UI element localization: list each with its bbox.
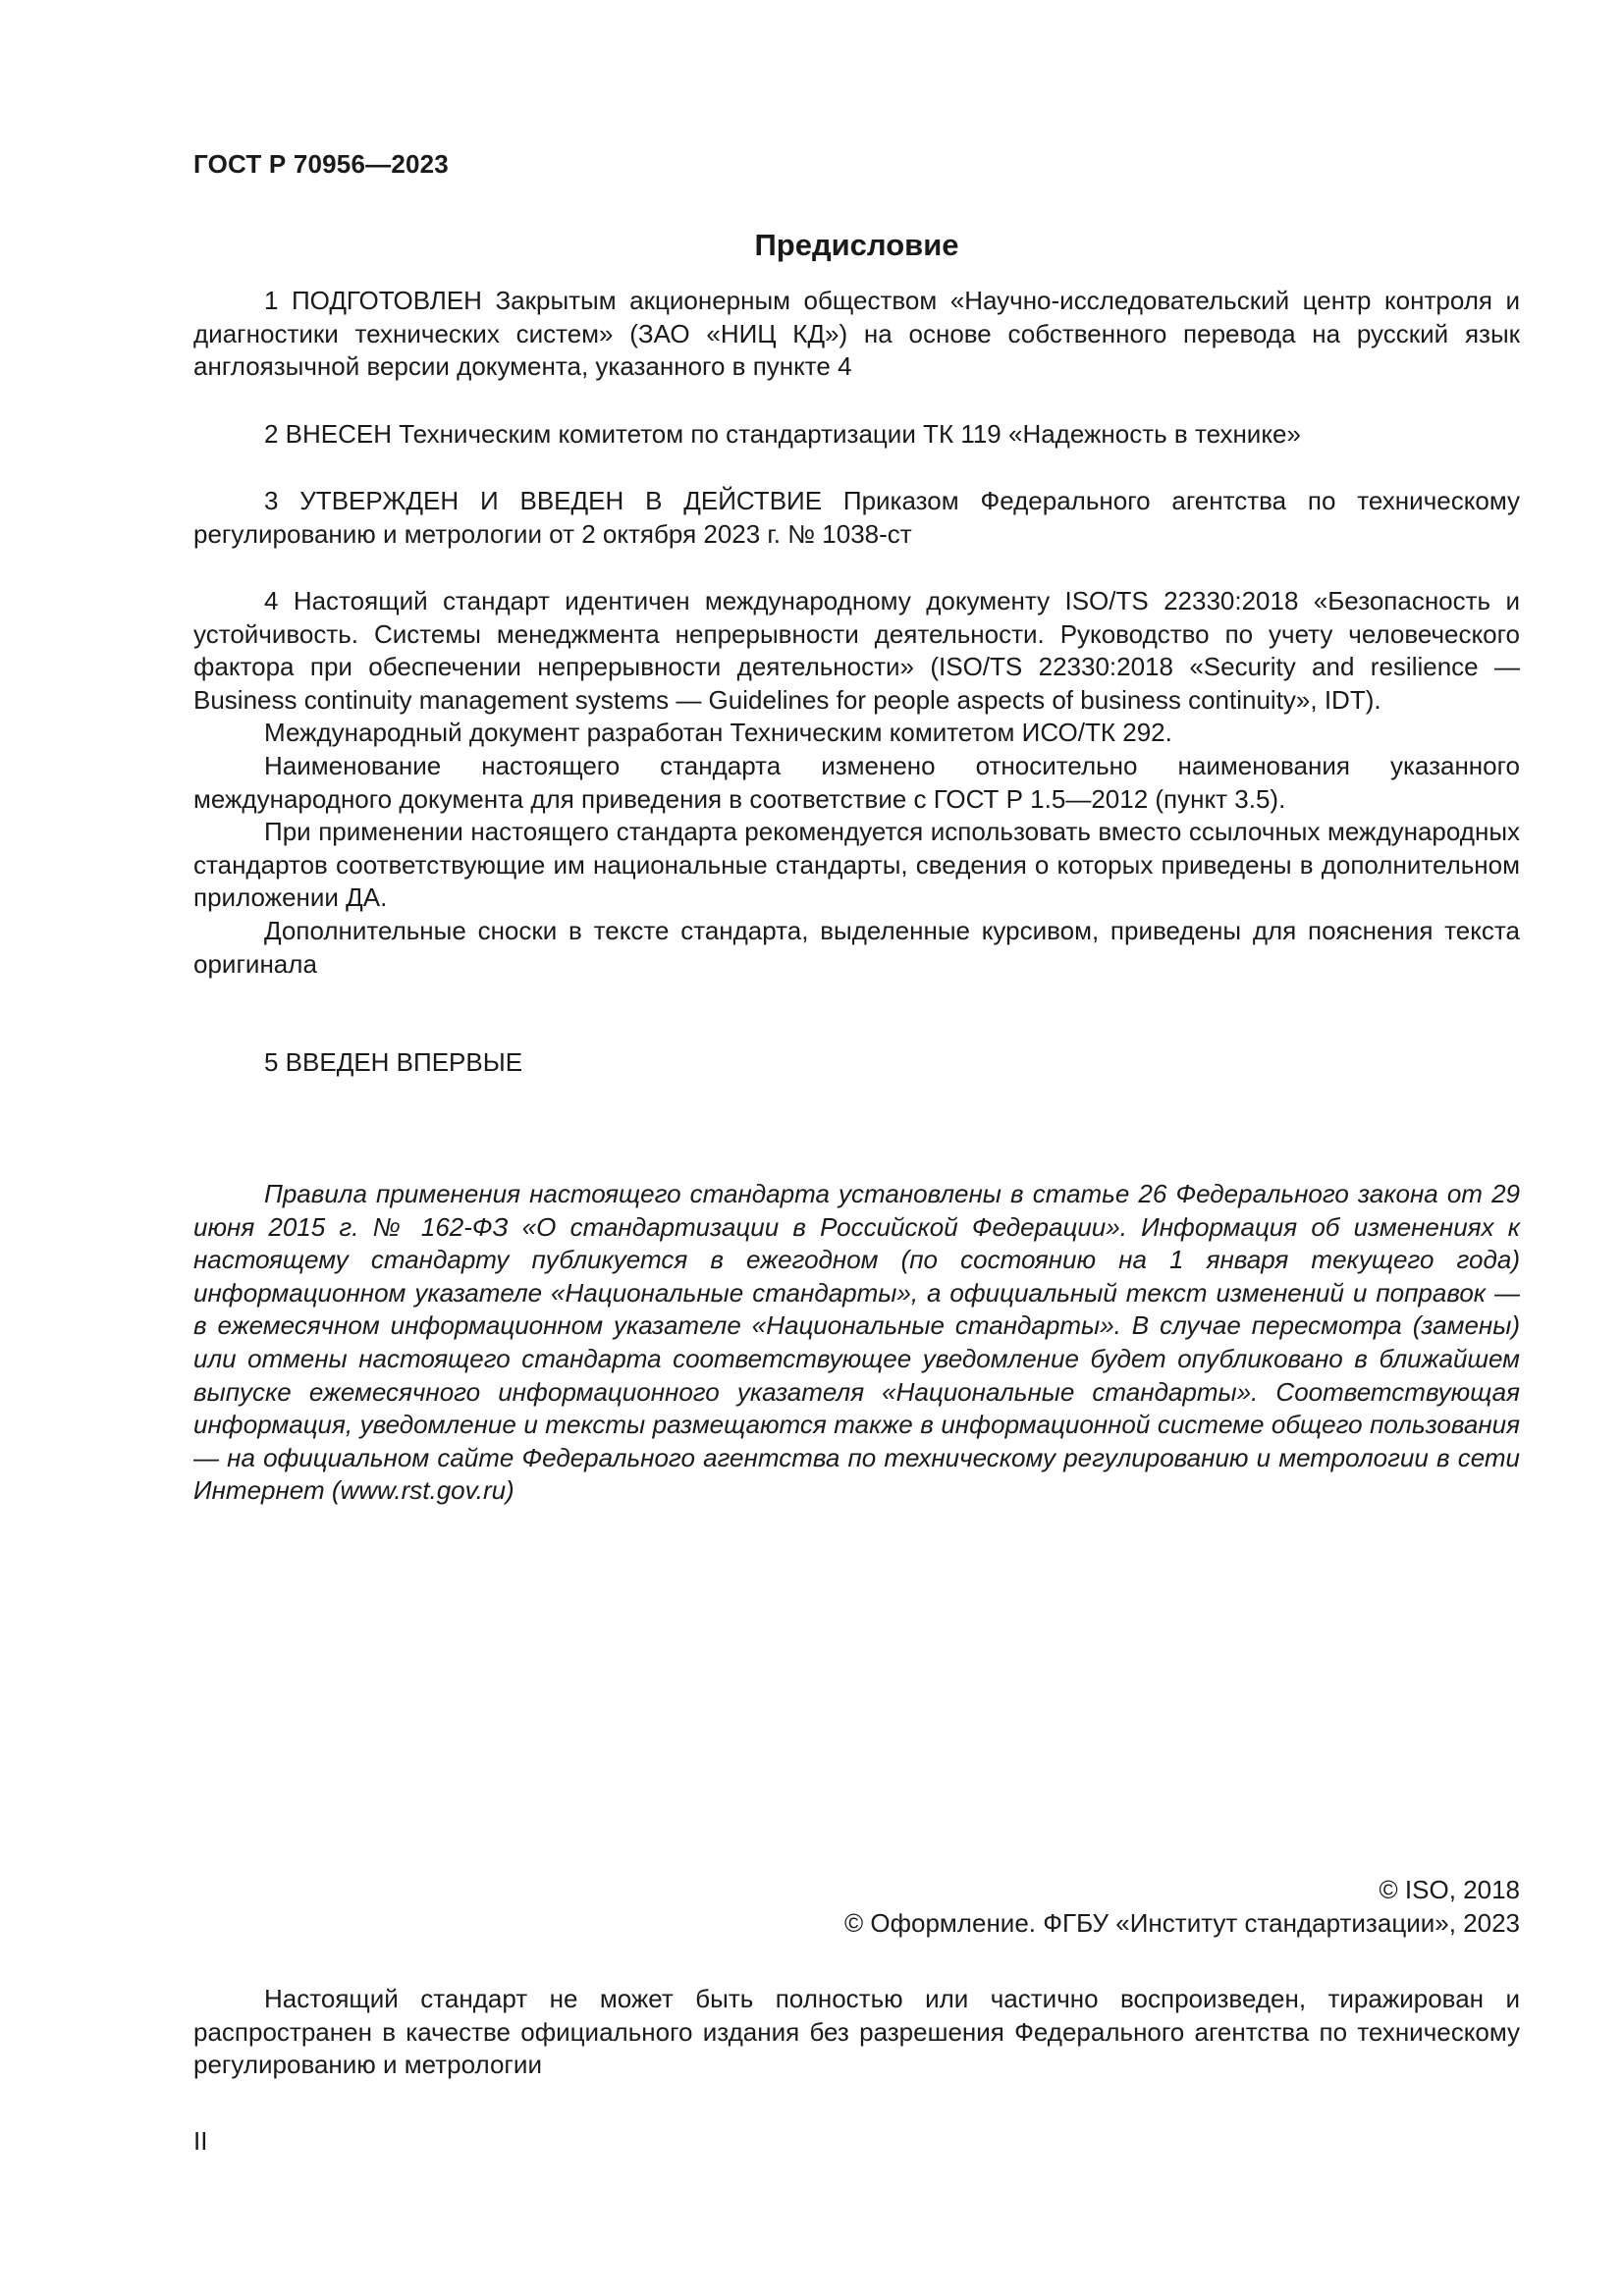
document-code: ГОСТ Р 70956—2023 xyxy=(193,149,449,179)
section-3-text: 3 УТВЕРЖДЕН И ВВЕДЕН В ДЕЙСТВИЕ Приказом Федерального агентства по техническому регулированию и метрологии от 2 октября 2023 г. № 1038-ст xyxy=(193,486,1520,549)
reproduction-notice-text: Настоящий стандарт не может быть полностью или частично воспроизведен, тиражирован и распространен в качестве официального издания без разрешения Федерального агентства по техническому регулированию и метрологии xyxy=(193,1984,1520,2080)
rules-notice-text: Правила применения настоящего стандарта установлены в статье 26 Федерального закона от 29 июня 2015 г. № 162-ФЗ «О стандартизации в Российской Федерации». Информация об изменениях к настоящему стандарту публикуется в ежегодном (по состоянию на 1 января текущего года) информационном указателе «Национальные стандарты», а официальный текст изменений и поправок — в ежемесячном информационном указателе «Национальные стандарты». В случае пересмотра (замены) или отмены настоящего стандарта соответствующее уведомление будет опубликовано в ближайшем выпуске ежемесячного информационного указателя «Национальные стандарты». Соответствующая информация, уведомление и тексты размещаются также в информационной системе общего пользования — на официальном сайте Федерального агентства по техническому регулированию и метрологии в сети Интернет (www.rst.gov.ru) xyxy=(193,1179,1520,1506)
document-page xyxy=(193,0,1520,2296)
section-2 xyxy=(193,418,1520,452)
section-1 xyxy=(193,285,1520,384)
rules-notice xyxy=(193,1178,1520,1508)
page-number: II xyxy=(193,2126,208,2156)
section-5-text: 5 ВВЕДЕН ВПЕРВЫЕ xyxy=(264,1047,523,1077)
section-4-paragraph: Наименование настоящего стандарта изменено относительно наименования указанного международного документа для приведения в соответствие с ГОСТ Р 1.5—2012 (пункт 3.5). xyxy=(193,750,1520,814)
section-4-paragraph: 4 Настоящий стандарт идентичен международному документу ISO/TS 22330:2018 «Безопасность и устойчивость. Системы менеджмента непрерывности деятельности. Руководство по учету человеческого фактора при обеспечении непрерывности деятельности» (ISO/TS 22330:2018 «Security and resilience — Business continuity management systems — Guidelines for people aspects of business continuity», IDT). xyxy=(193,586,1520,715)
page-title: Предисловие xyxy=(754,228,959,262)
section-4-paragraph: При применении настоящего стандарта рекомендуется использовать вместо ссылочных международных стандартов соответствующие им национальные стандарты, сведения о которых приведены в дополнительном приложении ДА. xyxy=(193,817,1520,913)
copyright-iso: © ISO, 2018 xyxy=(1379,1875,1520,1904)
reproduction-notice xyxy=(193,1983,1520,2082)
section-5 xyxy=(193,1046,1520,1080)
section-4-paragraph: Дополнительные сноски в тексте стандарта, выделенные курсивом, приведены для пояснения текста оригинала xyxy=(193,915,1520,979)
section-2-text: 2 ВНЕСЕН Техническим комитетом по стандартизации ТК 119 «Надежность в технике» xyxy=(264,419,1301,449)
section-3 xyxy=(193,485,1520,551)
copyright-design: © Оформление. ФГБУ «Институт стандартизации», 2023 xyxy=(844,1908,1520,1938)
section-4-paragraph: Международный документ разработан Техническим комитетом ИСО/ТК 292. xyxy=(264,718,1172,748)
copyright-block xyxy=(193,1873,1520,1940)
section-1-text: 1 ПОДГОТОВЛЕН Закрытым акционерным обществом «Научно-исследовательский центр контроля и диагностики технических систем» (ЗАО «НИЦ КД») на основе собственного перевода на русский язык англоязычной версии документа, указанного в пункте 4 xyxy=(193,286,1520,382)
section-4 xyxy=(193,585,1520,981)
